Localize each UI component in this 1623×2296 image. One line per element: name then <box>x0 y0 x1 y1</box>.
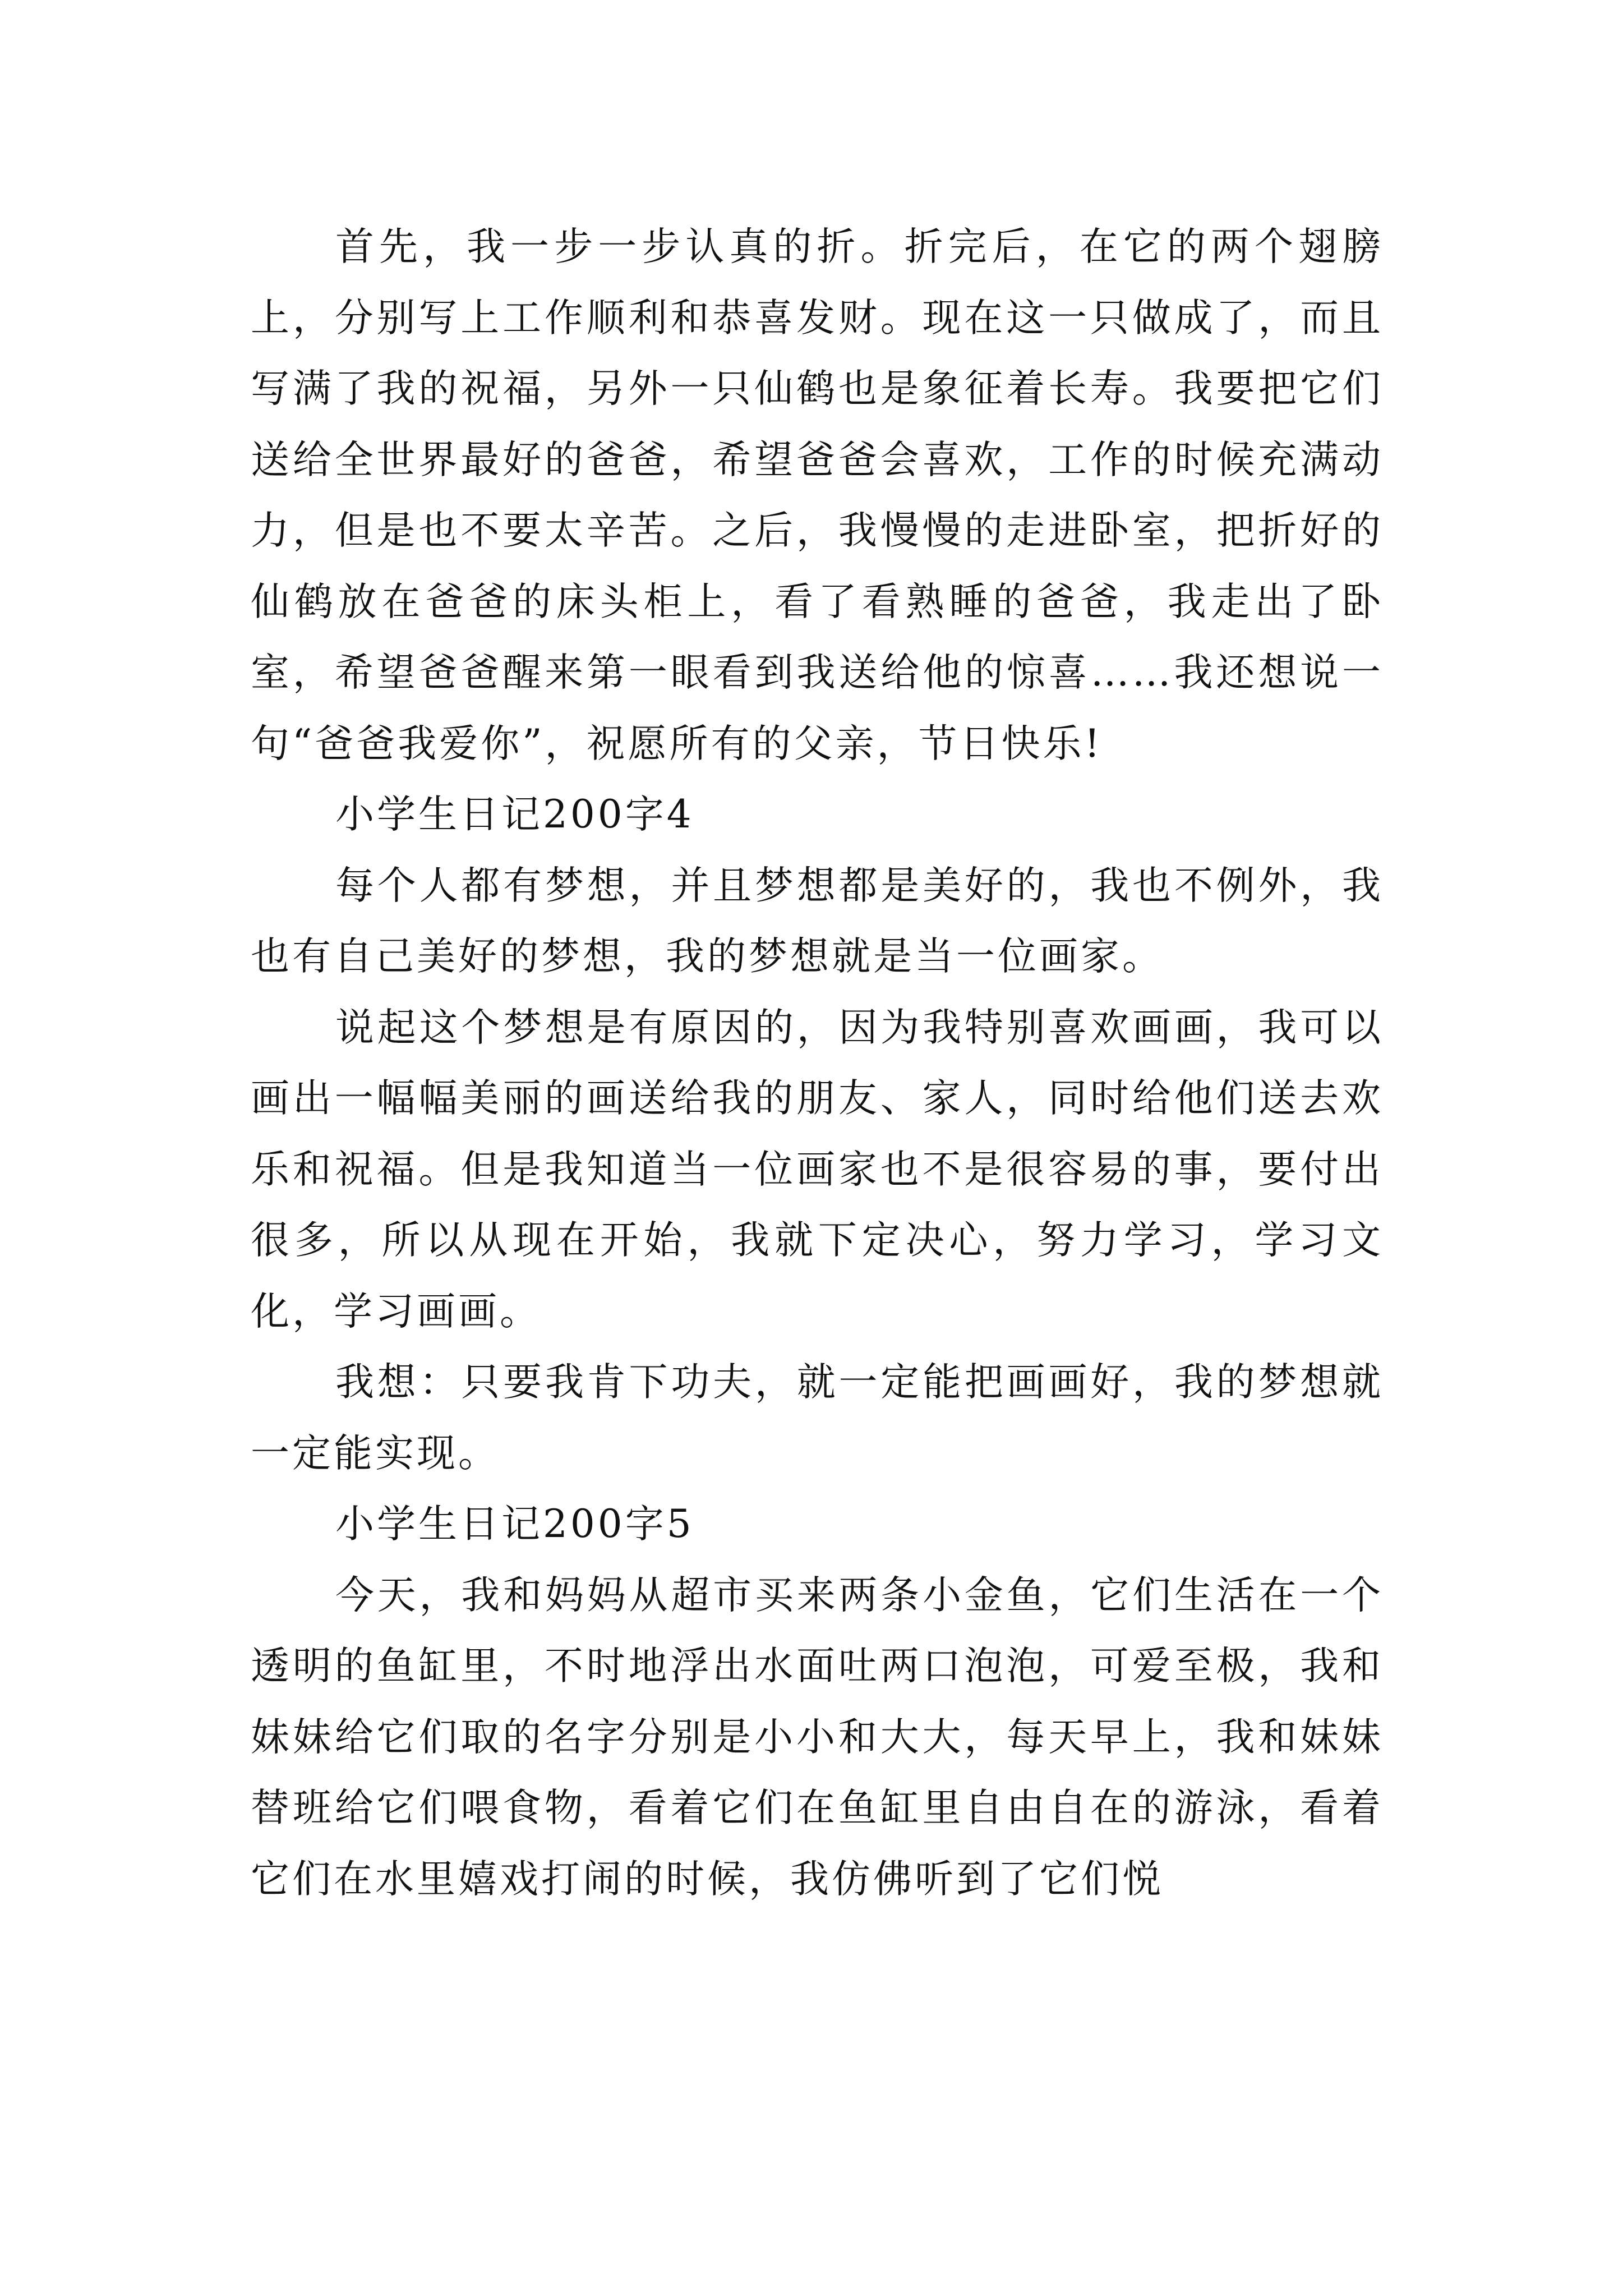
paragraph-paper-crane: 首先，我一步一步认真的折。折完后，在它的两个翅膀上，分别写上工作顺利和恭喜发财。现在这一只做成了，而且写满了我的祝福，另外一只仙鹤也是象征着长寿。我要把它们送给全世界最好的爸爸，希望爸爸会喜欢，工作的时候充满动力，但是也不要太辛苦。之后，我慢慢的走进卧室，把折好的仙鹤放在爸爸的床头柜上，看了看熟睡的爸爸，我走出了卧室，希望爸爸醒来第一眼看到我送给他的惊喜……我还想说一句“爸爸我爱你”，祝愿所有的父亲，节日快乐! <box>251 224 1384 766</box>
paragraph-dream-reason: 说起这个梦想是有原因的，因为我特别喜欢画画，我可以画出一幅幅美丽的画送给我的朋友、家人，同时给他们送去欢乐和祝福。但是我知道当一位画家也不是很容易的事，要付出很多，所以从现在开始，我就下定决心，努力学习，学习文化，学习画画。 <box>251 1005 1384 1334</box>
paragraph-dream-resolve: 我想：只要我肯下功夫，就一定能把画画好，我的梦想就一定能实现。 <box>251 1360 1384 1476</box>
paragraph-dream-intro: 每个人都有梦想，并且梦想都是美好的，我也不例外，我也有自己美好的梦想，我的梦想就是当一位画家。 <box>251 863 1384 979</box>
paragraph-goldfish: 今天，我和妈妈从超市买来两条小金鱼，它们生活在一个透明的鱼缸里，不时地浮出水面吐两口泡泡，可爱至极，我和妹妹给它们取的名字分别是小小和大大，每天早上，我和妹妹替班给它们喂食物，看着它们在鱼缸里自由自在的游泳，看着它们在水里嬉戏打闹的时候，我仿佛听到了它们悦 <box>251 1572 1384 1902</box>
heading-diary-5: 小学生日记200字5 <box>335 1502 694 1547</box>
document-body <box>251 211 1384 1915</box>
heading-diary-4: 小学生日记200字4 <box>335 792 694 837</box>
